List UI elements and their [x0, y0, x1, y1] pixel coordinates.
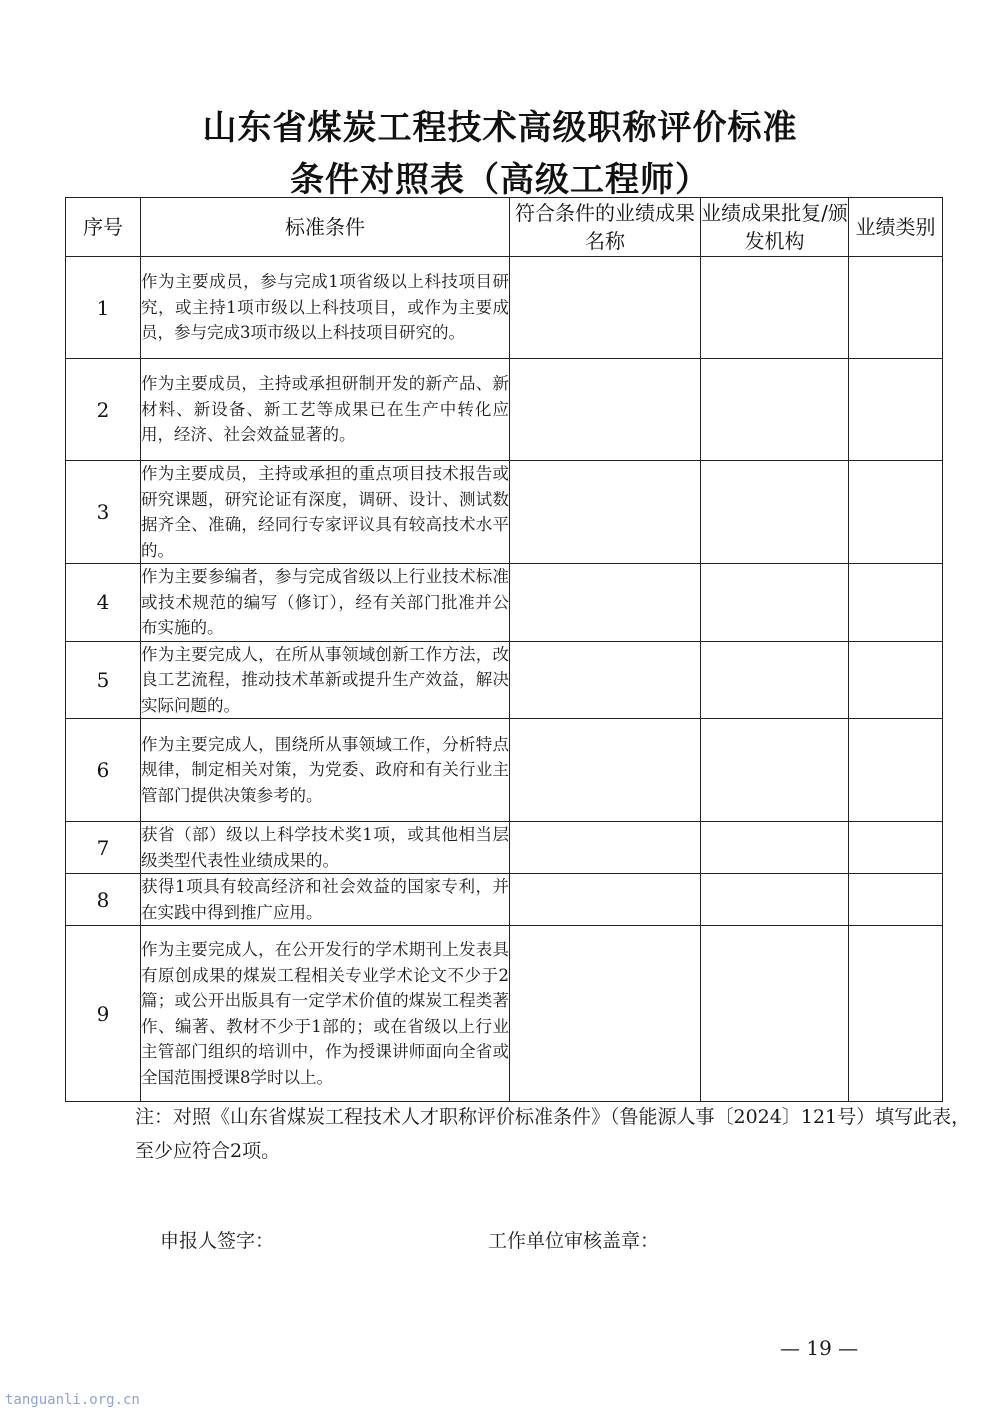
cell-achievement-name[interactable]	[510, 359, 701, 461]
table-row	[66, 461, 943, 564]
table-row	[66, 822, 943, 874]
row-condition: 作为主要成员，主持或承担研制开发的新产品、新材料、新设备、新工艺等成果已在生产中转化应用，经济、社会效益显著的。	[141, 359, 510, 461]
cell-achievement-category[interactable]	[849, 564, 943, 642]
site-watermark: tanguanli.org.cn	[5, 1392, 140, 1408]
cell-achievement-category[interactable]	[849, 926, 943, 1102]
row-condition: 获省（部）级以上科学技术奖1项，或其他相当层级类型代表性业绩成果的。	[141, 822, 510, 874]
cell-achievement-category[interactable]	[849, 874, 943, 926]
row-condition: 作为主要成员，参与完成1项省级以上科技项目研究，或主持1项市级以上科技项目，或作为主要成员，参与完成3项市级以上科技项目研究的。	[141, 257, 510, 359]
row-number: 2	[66, 359, 141, 461]
header-serial-number: 序号	[66, 198, 141, 257]
row-number: 9	[66, 926, 141, 1102]
cell-approving-authority[interactable]	[701, 822, 849, 874]
cell-achievement-category[interactable]	[849, 257, 943, 359]
cell-approving-authority[interactable]	[701, 926, 849, 1102]
cell-achievement-category[interactable]	[849, 822, 943, 874]
cell-approving-authority[interactable]	[701, 257, 849, 359]
row-condition: 获得1项具有较高经济和社会效益的国家专利，并在实践中得到推广应用。	[141, 874, 510, 926]
header-achievement-name: 符合条件的业绩成果名称	[510, 198, 701, 257]
header-approving-authority: 业绩成果批复/颁发机构	[701, 198, 849, 257]
row-number: 1	[66, 257, 141, 359]
applicant-signature-label: 申报人签字：	[160, 1230, 275, 1252]
document-title-line2: 条件对照表（高级工程师）	[290, 160, 710, 200]
table-row	[66, 359, 943, 461]
table-row	[66, 257, 943, 359]
cell-approving-authority[interactable]	[701, 874, 849, 926]
cell-achievement-name[interactable]	[510, 257, 701, 359]
cell-achievement-category[interactable]	[849, 719, 943, 822]
cell-approving-authority[interactable]	[701, 641, 849, 719]
cell-approving-authority[interactable]	[701, 719, 849, 822]
cell-approving-authority[interactable]	[701, 564, 849, 642]
cell-approving-authority[interactable]	[701, 359, 849, 461]
cell-achievement-name[interactable]	[510, 641, 701, 719]
header-achievement-category: 业绩类别	[849, 198, 943, 257]
conditions-comparison-table	[65, 197, 943, 1102]
row-number: 5	[66, 641, 141, 719]
table-row	[66, 719, 943, 822]
table-row	[66, 564, 943, 642]
row-condition: 作为主要完成人，围绕所从事领域工作，分析特点规律，制定相关对策，为党委、政府和有关行业主管部门提供决策参考的。	[141, 719, 510, 822]
table-row	[66, 874, 943, 926]
cell-achievement-name[interactable]	[510, 926, 701, 1102]
table-row	[66, 926, 943, 1102]
table-row	[66, 641, 943, 719]
row-condition: 作为主要参编者，参与完成省级以上行业技术标准或技术规范的编写（修订），经有关部门批准并公布实施的。	[141, 564, 510, 642]
row-number: 3	[66, 461, 141, 564]
row-number: 8	[66, 874, 141, 926]
row-condition: 作为主要成员，主持或承担的重点项目技术报告或研究课题，研究论证有深度，调研、设计、测试数据齐全、准确，经同行专家评议具有较高技术水平的。	[141, 461, 510, 564]
cell-achievement-name[interactable]	[510, 564, 701, 642]
cell-achievement-category[interactable]	[849, 641, 943, 719]
table-footnote: 注：对照《山东省煤炭工程技术人才职称评价标准条件》（鲁能源人事〔2024〕121号）填写此表，至少应符合2项。	[135, 1106, 971, 1162]
cell-approving-authority[interactable]	[701, 461, 849, 564]
cell-achievement-name[interactable]	[510, 719, 701, 822]
row-condition: 作为主要完成人，在所从事领域创新工作方法，改良工艺流程，推动技术革新或提升生产效益，解决实际问题的。	[141, 641, 510, 719]
cell-achievement-category[interactable]	[849, 461, 943, 564]
unit-review-stamp-label: 工作单位审核盖章：	[488, 1230, 660, 1252]
table-header-row	[66, 198, 943, 257]
cell-achievement-category[interactable]	[849, 359, 943, 461]
cell-achievement-name[interactable]	[510, 822, 701, 874]
cell-achievement-name[interactable]	[510, 874, 701, 926]
header-standard-condition: 标准条件	[141, 198, 510, 257]
row-number: 6	[66, 719, 141, 822]
document-title-line1: 山东省煤炭工程技术高级职称评价标准	[202, 108, 798, 148]
row-number: 7	[66, 822, 141, 874]
cell-achievement-name[interactable]	[510, 461, 701, 564]
page-number: — 19 —	[780, 1336, 859, 1360]
row-number: 4	[66, 564, 141, 642]
row-condition: 作为主要完成人，在公开发行的学术期刊上发表具有原创成果的煤炭工程相关专业学术论文不少于2篇；或公开出版具有一定学术价值的煤炭工程类著作、编著、教材不少于1部的；或在省级以上行业主管部门组织的培训中，作为授课讲师面向全省或全国范围授课8学时以上。	[141, 926, 510, 1102]
